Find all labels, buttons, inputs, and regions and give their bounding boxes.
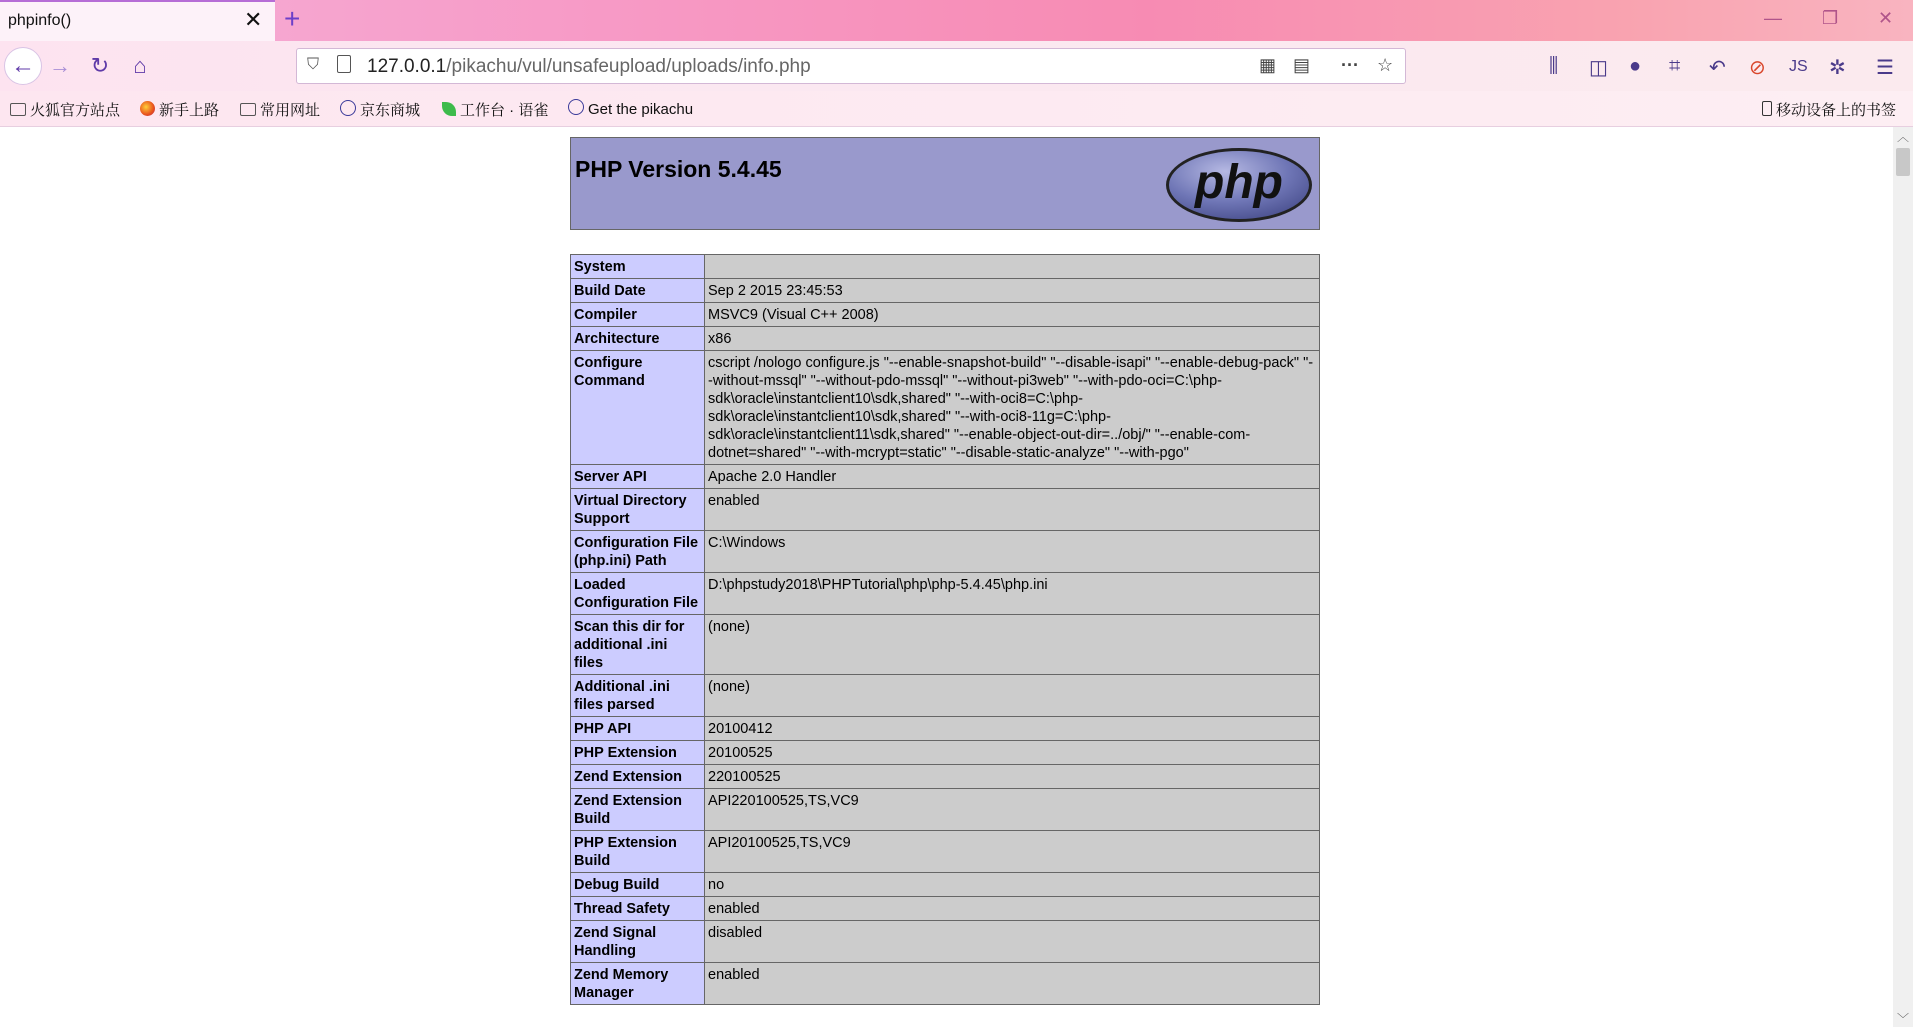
mobile-bookmarks-label: 移动设备上的书签	[1776, 102, 1897, 119]
undo-icon[interactable]: ↶	[1709, 57, 1726, 79]
row-value	[705, 255, 1320, 279]
row-value: disabled	[705, 921, 1320, 963]
row-value: 220100525	[705, 765, 1320, 789]
row-value: enabled	[705, 963, 1320, 1005]
url-host: 127.0.0.1	[367, 56, 447, 77]
forward-icon[interactable]: →	[49, 53, 71, 78]
page-info-icon[interactable]	[337, 55, 351, 73]
bookmark-yuque[interactable]	[442, 99, 548, 120]
row-key: Architecture	[571, 327, 705, 351]
row-key: Compiler	[571, 303, 705, 327]
row-key: PHP Extension	[571, 741, 705, 765]
back-icon[interactable]: ←	[4, 47, 42, 85]
reader-icon[interactable]: ▤	[1293, 55, 1311, 75]
menu-icon[interactable]: ☰	[1876, 57, 1894, 79]
table-row	[571, 255, 1320, 279]
row-key: Debug Build	[571, 873, 705, 897]
row-key: Server API	[571, 465, 705, 489]
js-icon[interactable]: JS	[1789, 58, 1808, 75]
php-logo-text: php	[1195, 156, 1283, 209]
row-value: no	[705, 873, 1320, 897]
scroll-up-icon[interactable]: ︿	[1897, 130, 1910, 144]
row-value: enabled	[705, 489, 1320, 531]
row-value: API220100525,TS,VC9	[705, 789, 1320, 831]
bookmark-common-sites[interactable]	[240, 99, 320, 120]
bookmark-label: Get the pikachu	[588, 101, 694, 118]
table-row	[571, 489, 1320, 531]
tab-close-icon[interactable]: ✕	[244, 7, 263, 32]
table-row	[571, 465, 1320, 489]
table-row	[571, 963, 1320, 1005]
scroll-down-icon[interactable]: ﹀	[1897, 1012, 1910, 1026]
php-logo[interactable]	[1164, 146, 1314, 224]
row-key: Loaded Configuration File	[571, 573, 705, 615]
table-row	[571, 573, 1320, 615]
row-value: 20100412	[705, 717, 1320, 741]
crop-icon[interactable]: ⌗	[1669, 55, 1681, 77]
row-value: cscript /nologo configure.js "--enable-snapshot-build" "--disable-isapi" "--enable-debug-pack" "--without-mssql" "--without-pdo-mssql" "--without-pi3web" "--with-pdo-oci=C:\php-sdk\oracle\instantclient10\sdk,shared" "--with-oci8=C:\php-sdk\oracle\instantclient10\sdk,shared" "--with-oci8-11g=C:\php-sdk\oracle\instantclient11\sdk,shared" "--enable-object-out-dir=../obj/" "--enable-com-dotnet=shared" "--with-mcrypt=static" "--disable-static-analyze" "--with-pgo"	[705, 351, 1320, 465]
table-row	[571, 741, 1320, 765]
globe-icon	[340, 100, 356, 116]
table-row	[571, 531, 1320, 573]
block-icon[interactable]: ⊘	[1749, 57, 1766, 79]
url-bar[interactable]	[296, 48, 1406, 84]
row-key: Additional .ini files parsed	[571, 675, 705, 717]
row-value: enabled	[705, 897, 1320, 921]
row-key: Scan this dir for additional .ini files	[571, 615, 705, 675]
tab-title: phpinfo()	[8, 12, 72, 29]
row-key: Virtual Directory Support	[571, 489, 705, 531]
php-version-header	[570, 137, 1320, 230]
phpinfo-table	[570, 254, 1320, 1005]
row-value: (none)	[705, 615, 1320, 675]
row-key: System	[571, 255, 705, 279]
bookmark-label: 火狐官方站点	[30, 102, 121, 119]
home-icon[interactable]: ⌂	[133, 53, 147, 78]
row-value: D:\phpstudy2018\PHPTutorial\php\php-5.4.45\php.ini	[705, 573, 1320, 615]
row-value: API20100525,TS,VC9	[705, 831, 1320, 873]
row-key: Zend Memory Manager	[571, 963, 705, 1005]
scrollbar[interactable]	[1893, 127, 1913, 1027]
table-row	[571, 279, 1320, 303]
reload-icon[interactable]: ↻	[90, 53, 110, 78]
table-row	[571, 615, 1320, 675]
row-key: Zend Extension	[571, 765, 705, 789]
table-row	[571, 831, 1320, 873]
table-row	[571, 789, 1320, 831]
mobile-bookmarks[interactable]	[1762, 99, 1896, 120]
row-key: PHP Extension Build	[571, 831, 705, 873]
firefox-icon	[140, 101, 155, 116]
row-value: Apache 2.0 Handler	[705, 465, 1320, 489]
cookie-icon[interactable]: ✲	[1829, 57, 1846, 79]
minimize-button[interactable]: —	[1764, 8, 1782, 28]
table-row	[571, 717, 1320, 741]
bookmark-label: 京东商城	[360, 102, 421, 119]
row-key: Zend Extension Build	[571, 789, 705, 831]
more-icon[interactable]: ···	[1341, 55, 1359, 75]
tab-phpinfo[interactable]	[0, 0, 275, 41]
row-value: x86	[705, 327, 1320, 351]
php-version-title: PHP Version 5.4.45	[575, 156, 782, 182]
leaf-icon	[442, 102, 456, 116]
shield-icon[interactable]: ⛉	[307, 56, 320, 73]
page-content	[0, 127, 1893, 1027]
table-row	[571, 327, 1320, 351]
row-key: Thread Safety	[571, 897, 705, 921]
library-icon[interactable]: ⫼	[1549, 55, 1559, 77]
row-key: Build Date	[571, 279, 705, 303]
bookmark-label: 工作台 · 语雀	[460, 102, 549, 119]
row-key: Zend Signal Handling	[571, 921, 705, 963]
table-row	[571, 897, 1320, 921]
table-row	[571, 351, 1320, 465]
row-value: 20100525	[705, 741, 1320, 765]
close-window-button[interactable]: ✕	[1878, 8, 1894, 28]
row-key: PHP API	[571, 717, 705, 741]
scroll-thumb[interactable]	[1896, 148, 1910, 176]
row-key: Configure Command	[571, 351, 705, 465]
bookmark-jd[interactable]	[340, 99, 420, 120]
title-bar	[0, 0, 1913, 41]
row-value: Sep 2 2015 23:45:53	[705, 279, 1320, 303]
new-tab-button[interactable]: +	[284, 3, 301, 34]
url-text[interactable]	[367, 56, 811, 78]
restore-button[interactable]: ❐	[1822, 8, 1839, 28]
mobile-icon	[1762, 101, 1772, 116]
globe-icon	[568, 99, 584, 115]
bookmark-label: 常用网址	[260, 102, 321, 119]
bookmark-firefox-official[interactable]	[10, 99, 120, 120]
bookmark-pikachu[interactable]	[568, 99, 693, 118]
table-row	[571, 303, 1320, 327]
row-value: C:\Windows	[705, 531, 1320, 573]
table-row	[571, 873, 1320, 897]
bookmarks-bar	[0, 91, 1913, 127]
bookmark-getting-started[interactable]	[140, 99, 219, 120]
table-row	[571, 921, 1320, 963]
folder-icon	[10, 103, 26, 116]
bookmark-label: 新手上路	[159, 102, 220, 119]
folder-icon	[240, 103, 256, 116]
row-value: MSVC9 (Visual C++ 2008)	[705, 303, 1320, 327]
url-path: /pikachu/vul/unsafeupload/uploads/info.php	[446, 56, 811, 77]
qr-icon[interactable]: ▦	[1259, 55, 1277, 75]
star-icon[interactable]: ☆	[1377, 55, 1394, 75]
table-row	[571, 675, 1320, 717]
table-row	[571, 765, 1320, 789]
sidebar-icon[interactable]: ◫	[1589, 57, 1608, 79]
account-icon[interactable]: ●	[1629, 55, 1642, 77]
row-value: (none)	[705, 675, 1320, 717]
row-key: Configuration File (php.ini) Path	[571, 531, 705, 573]
